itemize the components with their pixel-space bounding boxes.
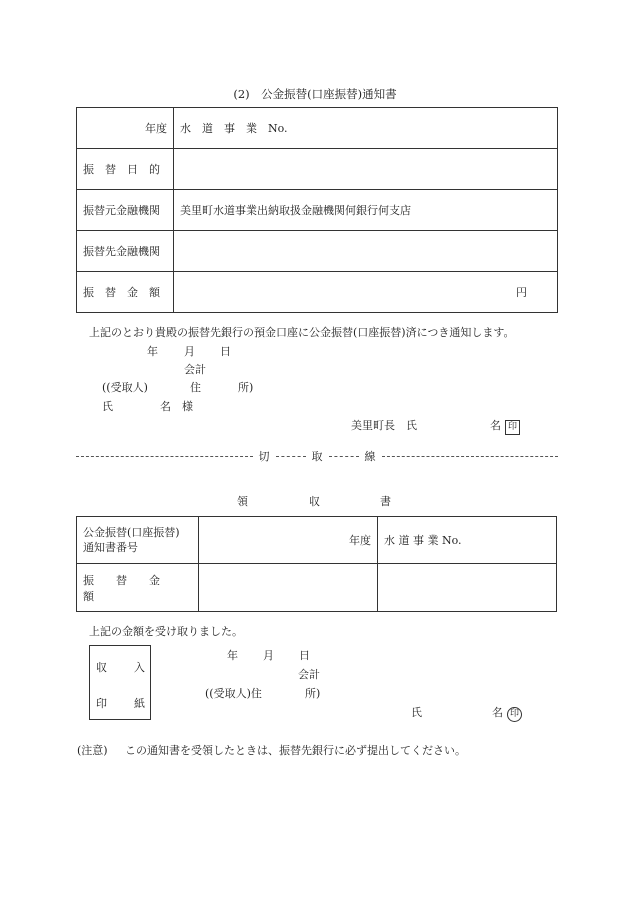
table-row xyxy=(77,190,558,231)
receipt-recipient: ((受取人)住 xyxy=(205,687,262,700)
note-text: この通知書を受領したときは、振替先銀行に必ず提出してください。 xyxy=(125,744,466,757)
cut-line xyxy=(76,449,558,463)
notice-number-label-line-2: 通知書番号 xyxy=(83,541,138,554)
receipt-accounting: 会計 xyxy=(298,668,320,681)
receipt-month: 月 xyxy=(263,649,274,662)
mayor-label: 美里町長 氏 xyxy=(351,419,417,432)
transfer-amount-label: 振 替 金 額 xyxy=(77,272,174,313)
source-bank-value: 美里町水道事業出納取扱金融機関何銀行何支店 xyxy=(174,190,558,231)
receipt-year: 年 xyxy=(227,649,238,662)
table-row xyxy=(77,231,558,272)
notice-accounting: 会計 xyxy=(184,363,206,376)
receipt-address-close: 所) xyxy=(305,687,321,700)
notice-recipient: ((受取人) xyxy=(102,381,148,394)
source-bank-label: 振替元金融機関 xyxy=(77,190,174,231)
notice-honorific: 様 xyxy=(182,400,193,413)
cut-line-dash xyxy=(276,456,306,457)
transfer-amount-unit: 円 xyxy=(174,272,558,313)
received-text: 上記の金額を受け取りました。 xyxy=(89,625,243,638)
stamp-char-4: 紙 xyxy=(134,697,145,710)
notice-text: 上記のとおり貴殿の振替先銀行の預金口座に公金振替(口座振替)済につき通知します。 xyxy=(89,326,515,339)
table-row xyxy=(77,108,558,149)
receipt-name-label-2 xyxy=(492,704,522,722)
table-row xyxy=(77,517,557,564)
cut-line-tori: 取 xyxy=(311,450,323,463)
table-row xyxy=(77,272,558,313)
receipt-day: 日 xyxy=(299,649,310,662)
notice-day: 日 xyxy=(220,345,231,358)
cut-line-sen: 線 xyxy=(364,450,376,463)
receipt-table xyxy=(76,516,557,612)
mayor-name-text: 名 xyxy=(490,419,501,432)
notice-address-close: 所) xyxy=(238,381,254,394)
note-label: (注意) xyxy=(77,744,108,757)
destination-bank-label: 振替先金融機関 xyxy=(77,231,174,272)
cut-line-dash xyxy=(382,456,559,457)
table-row xyxy=(77,149,558,190)
notice-year: 年 xyxy=(147,345,158,358)
notice-month: 月 xyxy=(184,345,195,358)
stamp-char-3: 印 xyxy=(96,697,107,710)
stamp-char-2: 入 xyxy=(134,661,145,674)
notice-address-label: 住 xyxy=(190,381,201,394)
receipt-amount-label: 振 替 金 額 xyxy=(77,564,199,612)
receipt-name-text: 名 xyxy=(492,706,503,719)
stamp-char-1: 収 xyxy=(96,661,107,674)
revenue-stamp-box xyxy=(89,645,151,720)
mayor-name-label xyxy=(490,417,520,435)
seal-square-icon: 印 xyxy=(505,420,520,435)
notice-name-label: 氏 xyxy=(102,400,113,413)
receipt-title-1: 領 xyxy=(237,495,248,508)
cut-line-dash xyxy=(76,456,253,457)
table-row xyxy=(77,564,557,612)
cut-line-dash xyxy=(329,456,359,457)
receipt-year-label: 年度 xyxy=(199,517,378,564)
receipt-name-label: 氏 xyxy=(411,706,422,719)
receipt-amount-extra xyxy=(378,564,557,612)
notice-name-label-2: 名 xyxy=(160,400,171,413)
receipt-title-3: 書 xyxy=(380,495,391,508)
receipt-year-value: 水 道 事 業 No. xyxy=(378,517,557,564)
notification-table xyxy=(76,107,558,313)
purpose-value xyxy=(174,149,558,190)
receipt-amount-value xyxy=(199,564,378,612)
destination-bank-value xyxy=(174,231,558,272)
cut-line-kiri: 切 xyxy=(258,450,270,463)
document-title: (2) 公金振替(口座振替)通知書 xyxy=(233,87,397,101)
notice-number-label xyxy=(77,517,199,564)
year-label: 年度 xyxy=(77,108,174,149)
seal-circle-icon: 印 xyxy=(507,707,522,722)
receipt-title-2: 収 xyxy=(309,495,320,508)
notice-number-label-line-1: 公金振替(口座振替) xyxy=(83,526,180,539)
purpose-label: 振 替 日 的 xyxy=(77,149,174,190)
year-value: 水 道 事 業 No. xyxy=(174,108,558,149)
